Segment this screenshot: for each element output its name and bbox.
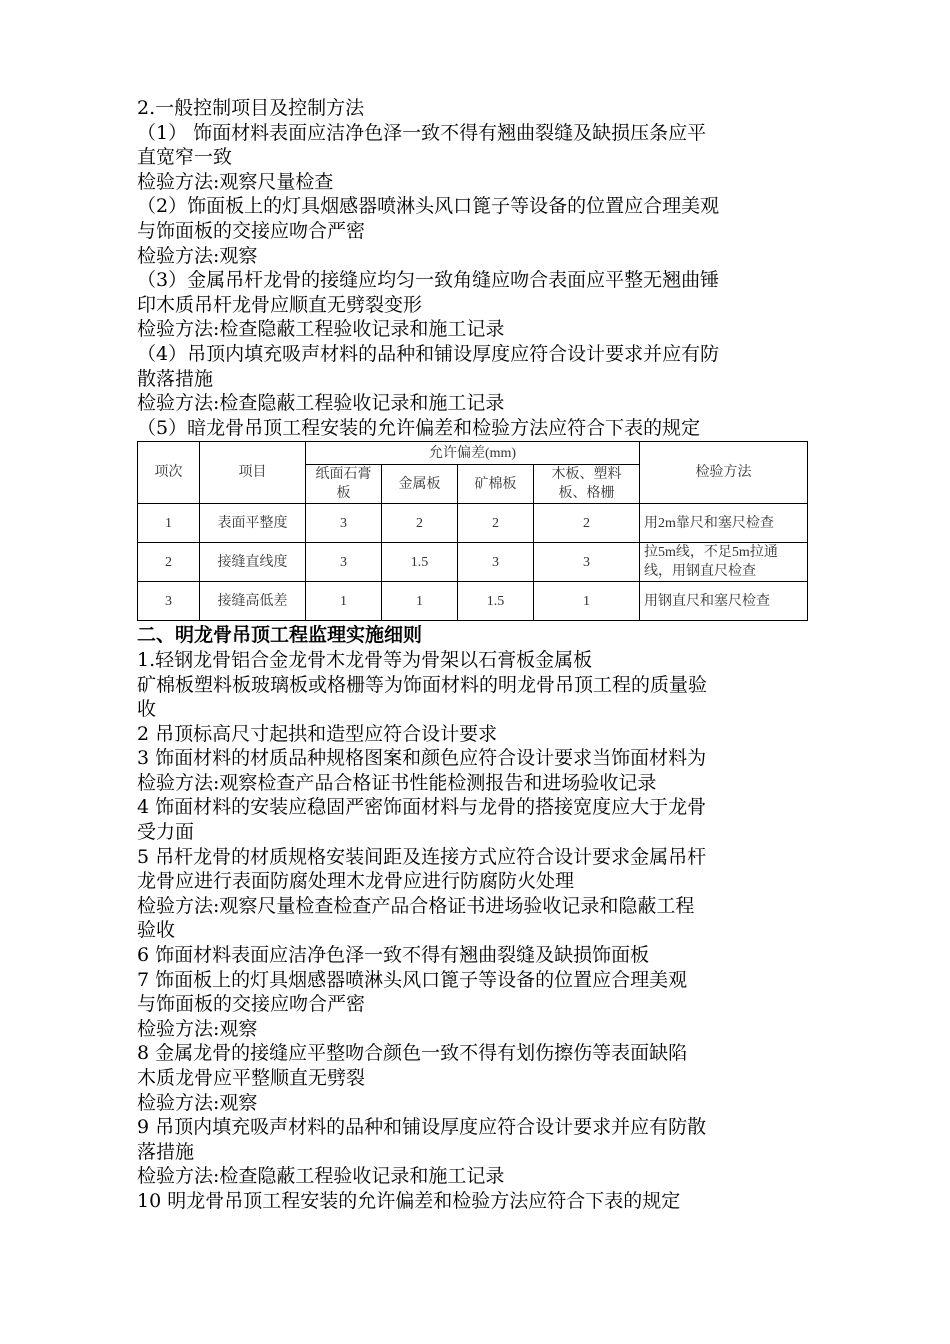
text-line: 检验方法:观察: [137, 1017, 258, 1040]
text-line: 检验方法:观察尺量检查: [137, 170, 334, 193]
text-line: 7 饰面板上的灯具烟感器喷淋头风口篦子等设备的位置应合理美观: [137, 968, 688, 991]
text-line: 3 饰面材料的材质品种规格图案和颜色应符合设计要求当饰面材料为: [137, 747, 707, 770]
text-line: 1.轻钢龙骨铝合金龙骨木龙骨等为骨架以石膏板金属板: [137, 648, 593, 671]
text-line: 检验方法:观察: [137, 244, 258, 267]
text-line: 5 吊杆龙骨的材质规格安装间距及连接方式应符合设计要求金属吊杆: [137, 845, 707, 868]
text-line: 检验方法:观察检查产品合格证书性能检测报告和进场验收记录: [137, 771, 657, 794]
cell-item: 接缝高低差: [200, 582, 306, 621]
header-item: 项目: [200, 442, 306, 504]
section-title: 2.一般控制项目及控制方法: [137, 97, 365, 119]
text-line: 10 明龙骨吊顶工程安装的允许偏差和检验方法应符合下表的规定: [137, 1189, 681, 1212]
header-deviation: 允许偏差(mm): [306, 442, 640, 465]
text-line: 受力面: [137, 821, 195, 844]
cell-value: 1.5: [458, 582, 534, 621]
cell-value: 1: [382, 582, 458, 621]
cell-no: 1: [138, 504, 200, 543]
table-row: [138, 543, 808, 582]
text-line: 印木质吊杆龙骨应顺直无劈裂变形: [137, 293, 423, 316]
text-line: 检验方法:检查隐蔽工程验收记录和施工记录: [137, 392, 505, 415]
cell-no: 3: [138, 582, 200, 621]
text-line: 8 金属龙骨的接缝应平整吻合颜色一致不得有划伤擦伤等表面缺陷: [137, 1042, 688, 1065]
cell-method: 用钢直尺和塞尺检查: [640, 582, 808, 621]
text-line: 矿棉板塑料板玻璃板或格栅等为饰面材料的明龙骨吊顶工程的质量验: [137, 673, 708, 696]
deviation-table-wrapper: [137, 441, 809, 621]
header-method: 检验方法: [640, 442, 808, 504]
text-line: 落措施: [137, 1140, 195, 1163]
text-line: 2 吊顶标高尺寸起拱和造型应符合设计要求: [137, 722, 498, 745]
text-line: 直宽窄一致: [137, 146, 233, 169]
text-line: 与饰面板的交接应吻合严密: [137, 219, 366, 242]
text-line: 检验方法:观察: [137, 1091, 258, 1114]
cell-method: 拉5m线，不足5m拉通线，用钢直尺检查: [640, 543, 808, 582]
cell-method: 用2m靠尺和塞尺检查: [640, 504, 808, 543]
text-line: 检验方法:检查隐蔽工程验收记录和施工记录: [137, 318, 505, 341]
text-line: 收: [137, 698, 157, 721]
cell-value: 3: [306, 504, 382, 543]
subheader-cell: 矿棉板: [458, 465, 534, 504]
cell-value: 2: [534, 504, 640, 543]
table-row: [138, 504, 808, 543]
text-line: （4）吊顶内填充吸声材料的品种和铺设厚度应符合设计要求并应有防: [137, 342, 720, 365]
text-line: 龙骨应进行表面防腐处理木龙骨应进行防腐防火处理: [137, 870, 575, 893]
cell-value: 3: [306, 543, 382, 582]
text-line: 检验方法:观察尺量检查检查产品合格证书进场验收记录和隐蔽工程: [137, 894, 695, 917]
section2-heading: 二、明龙骨吊顶工程监理实施细则: [137, 624, 423, 647]
section2-body: [137, 648, 809, 1214]
cell-value: 2: [458, 504, 534, 543]
text-line: 散落措施: [137, 367, 214, 390]
section1-body: [137, 121, 809, 441]
header-item-no: 项次: [138, 442, 200, 504]
text-line: 6 饰面材料表面应洁净色泽一致不得有翘曲裂缝及缺损饰面板: [137, 944, 650, 967]
cell-value: 3: [458, 543, 534, 582]
text-line: 验收: [137, 919, 176, 942]
text-line: （2）饰面板上的灯具烟感器喷淋头风口篦子等设备的位置应合理美观: [137, 195, 720, 218]
text-line: 检验方法:检查隐蔽工程验收记录和施工记录: [137, 1165, 505, 1188]
text-line: （1） 饰面材料表面应洁净色泽一致不得有翘曲裂缝及缺损压条应平: [137, 121, 707, 144]
cell-item: 接缝直线度: [200, 543, 306, 582]
cell-value: 3: [534, 543, 640, 582]
cell-value: 1: [306, 582, 382, 621]
text-line: 木质龙骨应平整顺直无劈裂: [137, 1067, 366, 1089]
text-line: 4 饰面材料的安装应稳固严密饰面材料与龙骨的搭接宽度应大于龙骨: [137, 796, 707, 819]
text-line: （3）金属吊杆龙骨的接缝应均匀一致角缝应吻合表面应平整无翘曲锤: [137, 269, 720, 292]
cell-value: 1: [534, 582, 640, 621]
subheader-cell: 纸面石膏板: [306, 465, 382, 504]
subheader-cell: 木板、塑料板、格栅: [534, 465, 640, 504]
deviation-table: [137, 441, 808, 621]
text-line: 与饰面板的交接应吻合严密: [137, 993, 366, 1016]
text-line: 9 吊顶内填充吸声材料的品种和铺设厚度应符合设计要求并应有防散: [137, 1116, 707, 1139]
text-line: （5）暗龙骨吊顶工程安装的允许偏差和检验方法应符合下表的规定: [137, 416, 701, 439]
table-row: [138, 582, 808, 621]
cell-item: 表面平整度: [200, 504, 306, 543]
cell-value: 2: [382, 504, 458, 543]
cell-value: 1.5: [382, 543, 458, 582]
subheader-cell: 金属板: [382, 465, 458, 504]
document-page: [137, 96, 809, 1214]
cell-no: 2: [138, 543, 200, 582]
